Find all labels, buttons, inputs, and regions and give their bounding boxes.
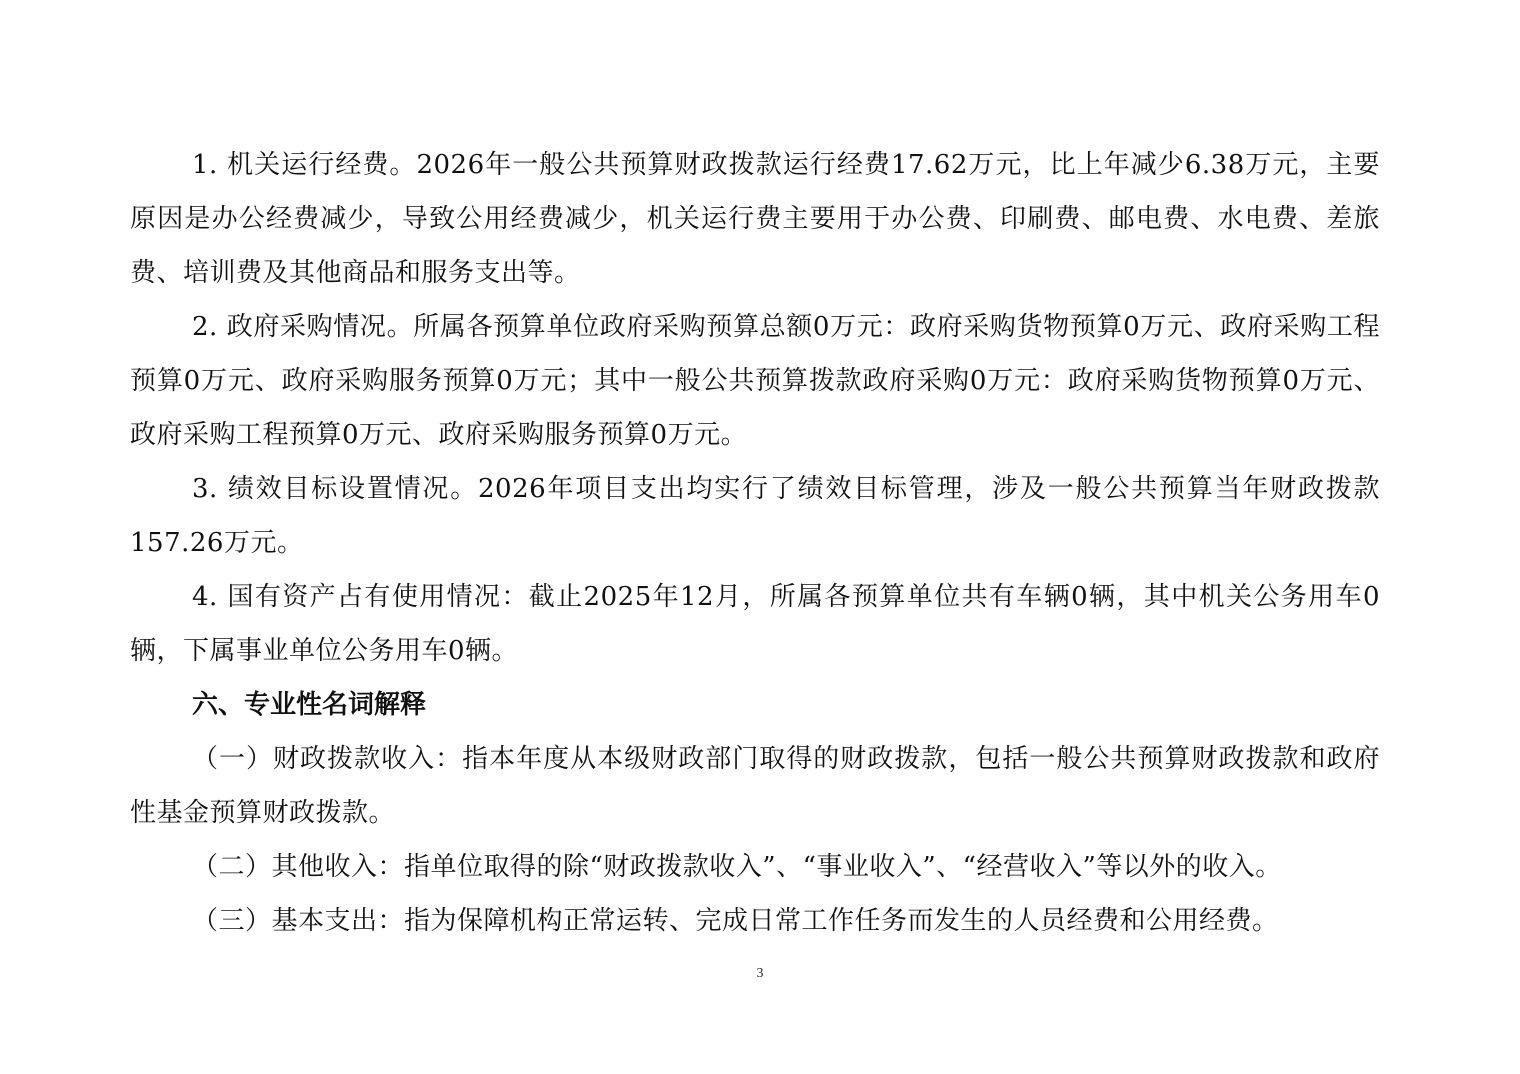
paragraph-state-assets: 4. 国有资产占有使用情况：截止2025年12月，所属各预算单位共有车辆0辆，其中机关公务用车0辆，下属事业单位公务用车0辆。 — [130, 582, 1380, 666]
document-body — [130, 138, 1380, 948]
page-number: 3 — [756, 966, 764, 981]
paragraph-performance-targets: 3. 绩效目标设置情况。2026年项目支出均实行了绩效目标管理，涉及一般公共预算当年财政拨款157.26万元。 — [130, 474, 1380, 558]
paragraph-government-procurement: 2. 政府采购情况。所属各预算单位政府采购预算总额0万元：政府采购货物预算0万元、政府采购工程预算0万元、政府采购服务预算0万元；其中一般公共预算拨款政府采购0万元：政府采购货物预算0万元、政府采购工程预算0万元、政府采购服务预算0万元。 — [130, 312, 1380, 450]
paragraph-basic-expenditure: （三）基本支出：指为保障机构正常运转、完成日常工作任务而发生的人员经费和公用经费。 — [192, 906, 1279, 936]
section-heading-terminology: 六、专业性名词解释 — [192, 690, 427, 720]
paragraph-operating-expenses: 1. 机关运行经费。2026年一般公共预算财政拨款运行经费17.62万元，比上年减少6.38万元，主要原因是办公经费减少，导致公用经费减少，机关运行费主要用于办公费、印刷费、邮电费、水电费、差旅费、培训费及其他商品和服务支出等。 — [130, 150, 1380, 288]
paragraph-fiscal-appropriation-income: （一）财政拨款收入：指本年度从本级财政部门取得的财政拨款，包括一般公共预算财政拨款和政府性基金预算财政拨款。 — [130, 744, 1380, 828]
paragraph-other-income: （二）其他收入：指单位取得的除“财政拨款收入”、“事业收入”、“经营收入”等以外的收入。 — [192, 852, 1282, 882]
